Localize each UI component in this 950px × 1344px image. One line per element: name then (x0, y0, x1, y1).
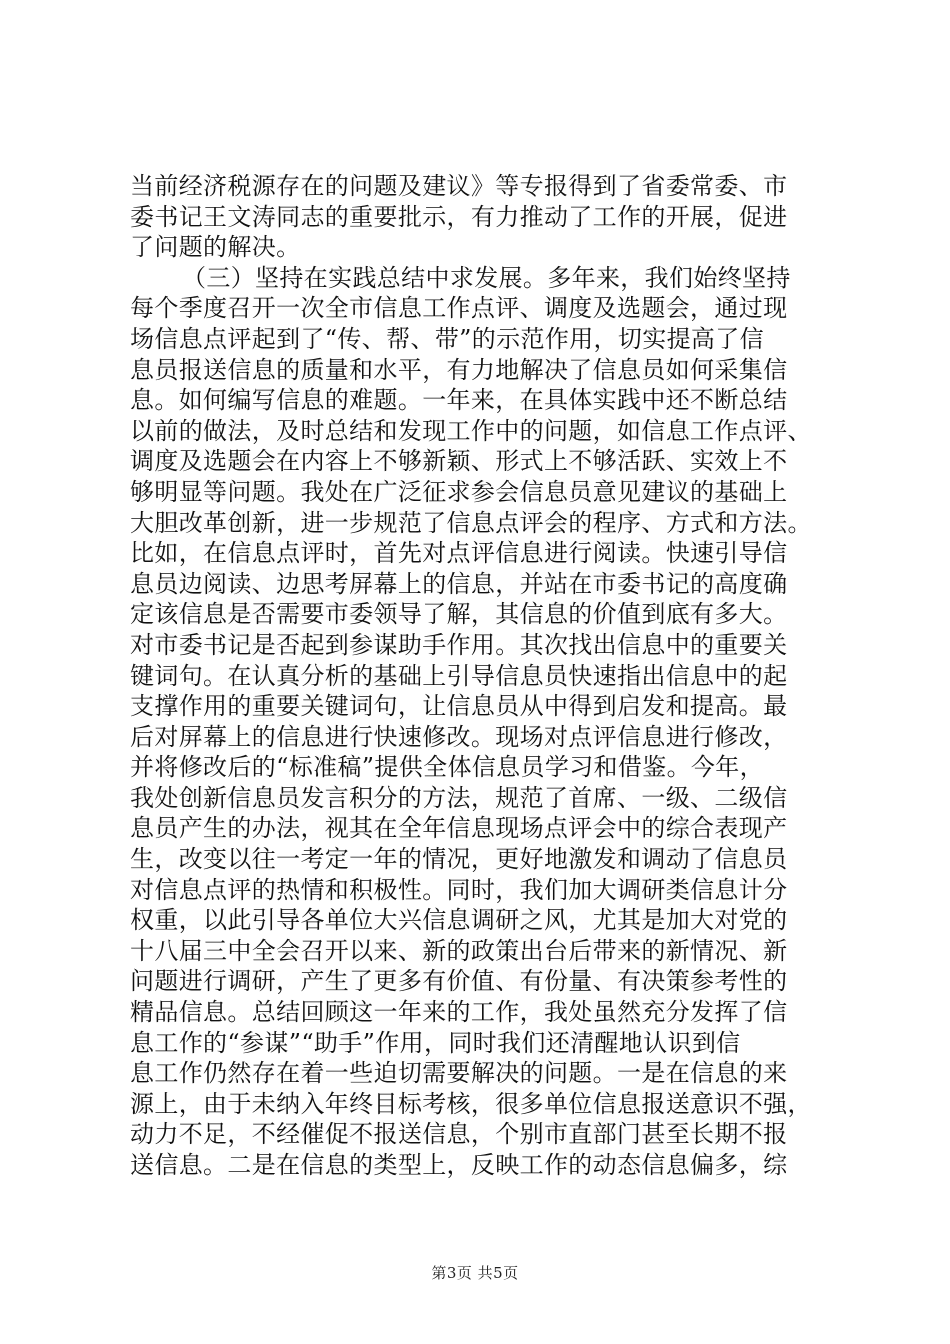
text-line: 比如，在信息点评时，首先对点评信息进行阅读。快速引导信 (130, 539, 788, 568)
text-line: 每个季度召开一次全市信息工作点评、调度及选题会，通过现 (130, 294, 788, 323)
text-line: 生，改变以往一考定一年的情况，更好地激发和调动了信息员 (130, 845, 788, 874)
page-number-footer: 第3页 共5页 (431, 1264, 519, 1282)
text-line: 支撑作用的重要关键词句，让信息员从中得到启发和提高。最 (130, 692, 788, 721)
text-line: 对信息点评的热情和积极性。同时，我们加大调研类信息计分 (130, 875, 788, 904)
text-line: 息工作的“参谋”“助手”作用，同时我们还清醒地认识到信 (130, 1028, 741, 1057)
text-line: 对市委书记是否起到参谋助手作用。其次找出信息中的重要关 (130, 630, 788, 659)
text-line: 了问题的解决。 (130, 233, 301, 262)
text-line: 息员边阅读、边思考屏幕上的信息，并站在市委书记的高度确 (130, 569, 788, 598)
text-line: 当前经济税源存在的问题及建议》等专报得到了省委常委、市 (130, 172, 788, 200)
paragraph-start-line: （三）坚持在实践总结中求发展。多年来，我们始终坚持 (182, 263, 791, 292)
text-line: 息。如何编写信息的难题。一年来，在具体实践中还不断总结 (130, 386, 788, 415)
document-body (130, 171, 830, 1181)
text-line: 送信息。二是在信息的类型上，反映工作的动态信息偏多，综 (130, 1151, 788, 1179)
text-line: 动力不足，不经催促不报送信息，个别市直部门甚至长期不报 (130, 1120, 788, 1149)
text-line: 息员报送信息的质量和水平，有力地解决了信息员如何采集信 (130, 355, 788, 384)
text-line: 我处创新信息员发言积分的方法，规范了首席、一级、二级信 (130, 783, 788, 812)
text-line: 后对屏幕上的信息进行快速修改。现场对点评信息进行修改， (130, 722, 788, 751)
text-line: 问题进行调研，产生了更多有价值、有份量、有决策参考性的 (130, 967, 788, 996)
text-line: 委书记王文涛同志的重要批示，有力推动了工作的开展，促进 (130, 202, 788, 231)
text-line: 大胆改革创新，进一步规范了信息点评会的程序、方式和方法。 (130, 508, 812, 537)
text-line: 精品信息。总结回顾这一年来的工作，我处虽然充分发挥了信 (130, 998, 788, 1027)
text-line: 场信息点评起到了“传、帮、带”的示范作用，切实提高了信 (130, 324, 764, 353)
text-line: 定该信息是否需要市委领导了解，其信息的价值到底有多大。 (130, 600, 788, 629)
text-line: 并将修改后的“标准稿”提供全体信息员学习和借鉴。今年， (130, 753, 764, 782)
text-line: 调度及选题会在内容上不够新颖、形式上不够活跃、实效上不 (130, 447, 788, 476)
text-line: 十八届三中全会召开以来、新的政策出台后带来的新情况、新 (130, 936, 788, 965)
text-line: 息工作仍然存在着一些迫切需要解决的问题。一是在信息的来 (130, 1059, 788, 1088)
text-line: 源上，由于未纳入年终目标考核，很多单位信息报送意识不强， (130, 1089, 812, 1118)
text-line: 以前的做法，及时总结和发现工作中的问题，如信息工作点评、 (130, 416, 812, 445)
text-line: 够明显等问题。我处在广泛征求参会信息员意见建议的基础上 (130, 477, 788, 506)
text-line: 息员产生的办法，视其在全年信息现场点评会中的综合表现产 (130, 814, 788, 843)
text-line: 权重，以此引导各单位大兴信息调研之风，尤其是加大对党的 (130, 906, 788, 935)
text-line: 键词句。在认真分析的基础上引导信息员快速指出信息中的起 (130, 661, 788, 690)
